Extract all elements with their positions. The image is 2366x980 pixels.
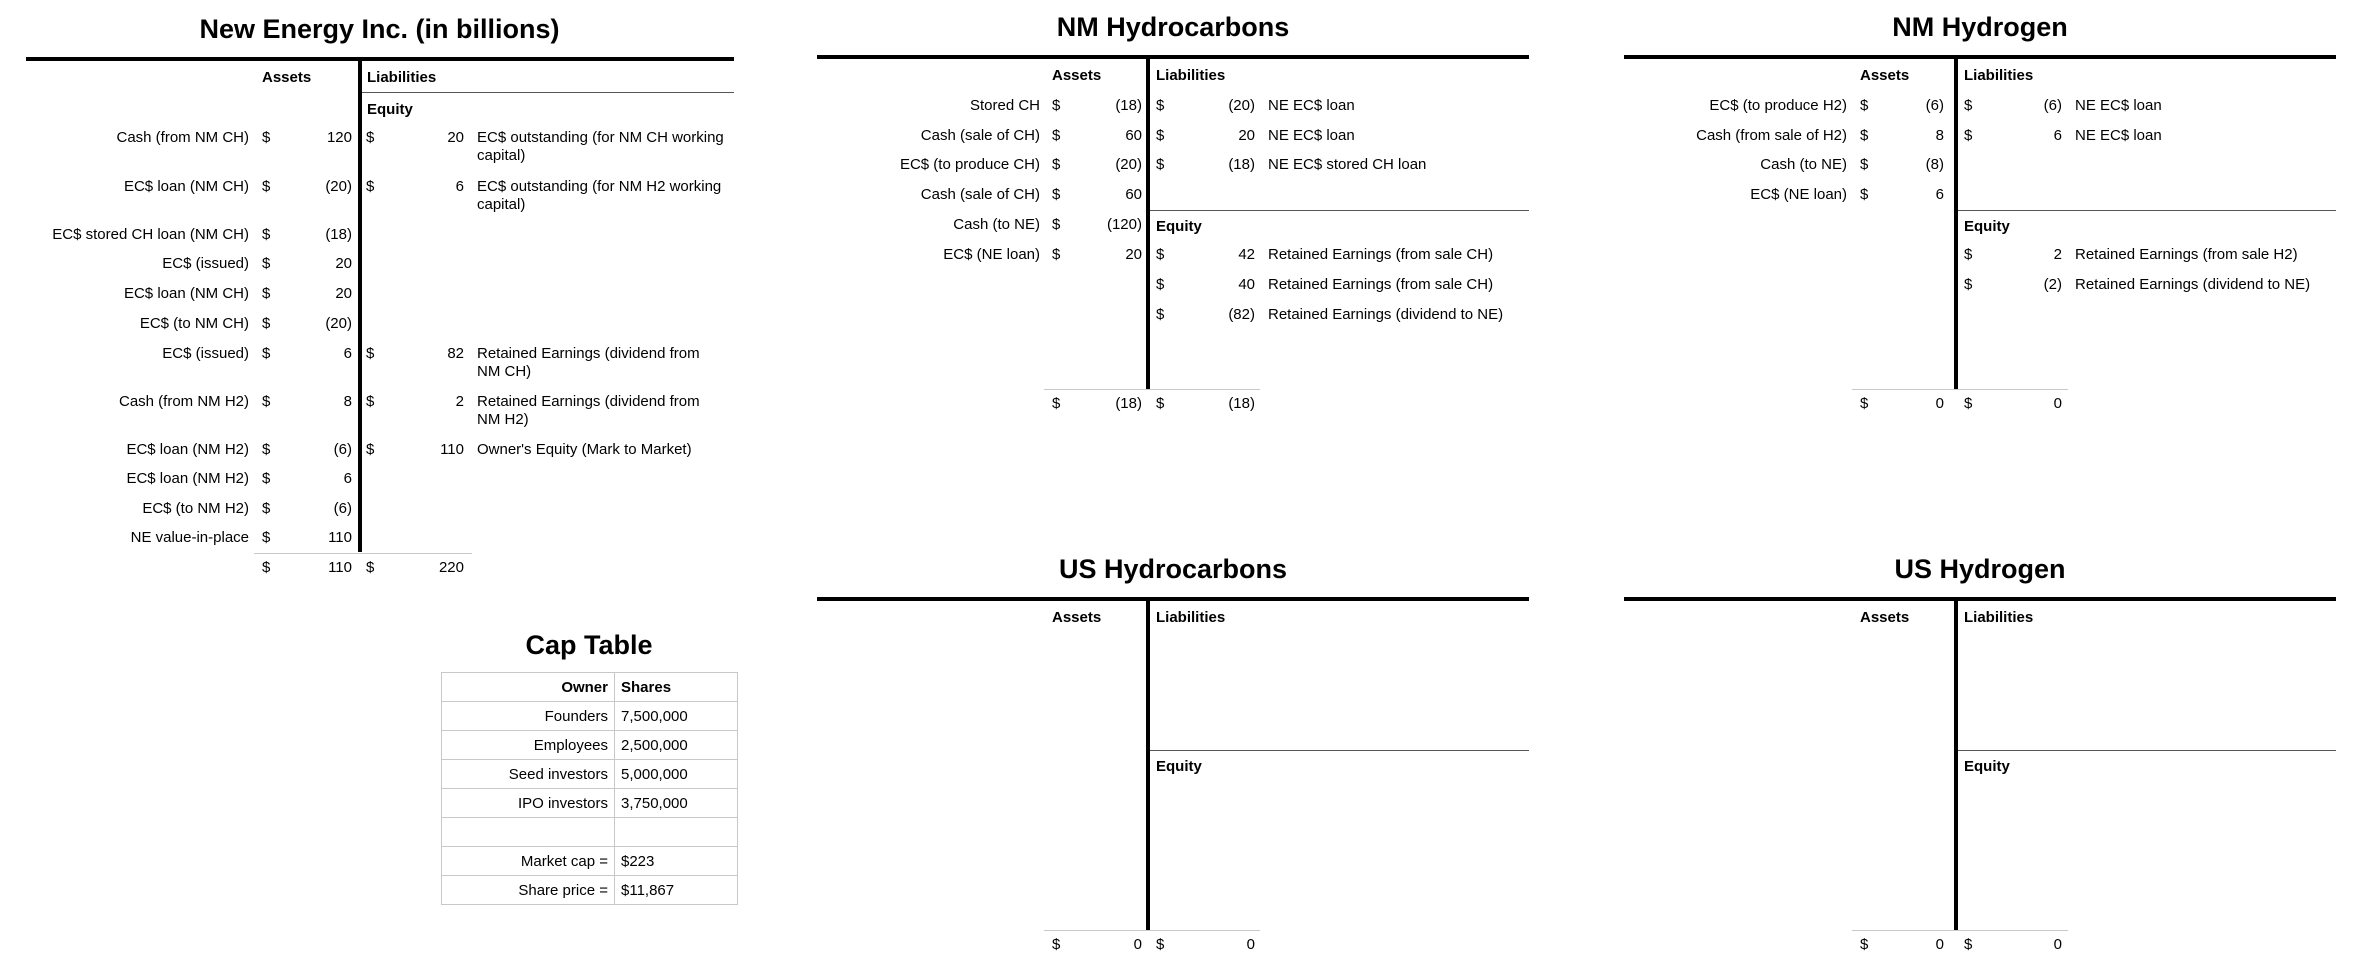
nmch-equity-desc: Retained Earnings (from sale CH) <box>1268 246 1494 263</box>
ush2-liabilities-header: Liabilities <box>1964 609 2034 626</box>
nmch-equity-header: Equity <box>1156 218 1202 235</box>
nmch-asset-amount: 60 <box>1125 127 1142 144</box>
nmch-equity-amount: 42 <box>1238 246 1255 263</box>
captable-shares: 2,500,000 <box>615 731 738 760</box>
nmch-liabilities-header: Liabilities <box>1156 67 1226 84</box>
ne-asset-currency: $ <box>262 345 271 362</box>
captable-share-price-value: $11,867 <box>615 876 738 905</box>
ne-asset-amount: (6) <box>333 500 352 517</box>
captable-shares: 3,750,000 <box>615 789 738 818</box>
ne-equity-desc: Owner's Equity (Mark to Market) <box>477 441 692 458</box>
usch-equity-header: Equity <box>1156 758 1202 775</box>
captable-owner: Seed investors <box>442 760 615 789</box>
ne-center-rule <box>358 57 362 552</box>
table-row <box>442 731 738 760</box>
ne-liability-amount: 20 <box>447 129 464 146</box>
nmh2-center-rule <box>1954 55 1958 390</box>
ne-asset-label: Cash (from NM CH) <box>116 129 249 146</box>
nmh2-equity-amount: (2) <box>2043 276 2062 293</box>
ne-total-liabilities-amount: 220 <box>438 559 464 576</box>
usch-total-rule <box>1044 930 1260 931</box>
ne-asset-currency: $ <box>262 285 271 302</box>
nmch-asset-currency: $ <box>1052 246 1061 263</box>
nmh2-top-rule <box>1624 55 2336 59</box>
nmch-equity-currency: $ <box>1156 306 1165 323</box>
nmh2-equity-divider <box>1958 210 2336 211</box>
ne-asset-currency: $ <box>262 315 271 332</box>
nmch-liability-currency: $ <box>1156 127 1165 144</box>
ne-asset-currency: $ <box>262 255 271 272</box>
nmch-center-rule <box>1146 55 1150 390</box>
nmch-equity-currency: $ <box>1156 276 1165 293</box>
nmch-equity-amount: 40 <box>1238 276 1255 293</box>
ne-asset-label: EC$ (issued) <box>162 255 249 272</box>
ush2-total-rule <box>1852 930 2068 931</box>
ne-asset-amount: 110 <box>328 529 352 546</box>
captable-owner <box>442 818 615 847</box>
nmh2-asset-amount: (8) <box>1925 156 1944 173</box>
usch-liabilities-header: Liabilities <box>1156 609 1226 626</box>
nmch-top-rule <box>817 55 1529 59</box>
nmch-asset-amount: (18) <box>1115 97 1142 114</box>
nmch-liability-desc: NE EC$ loan <box>1268 97 1355 114</box>
ne-asset-label: EC$ loan (NM H2) <box>126 441 249 458</box>
table-row <box>442 702 738 731</box>
nmch-title: NM Hydrocarbons <box>1056 12 1290 42</box>
captable-owner: Founders <box>442 702 615 731</box>
ne-equity-currency: $ <box>366 393 375 410</box>
nmch-asset-label: Cash (sale of CH) <box>920 127 1040 144</box>
nmh2-asset-currency: $ <box>1860 127 1869 144</box>
usch-assets-header: Assets <box>1052 609 1102 626</box>
captable-title: Cap Table <box>525 630 653 660</box>
ne-asset-amount: 20 <box>335 285 352 302</box>
ne-liability-desc: EC$ outstanding (for NM CH working capital) <box>477 129 724 164</box>
nmh2-liabilities-header: Liabilities <box>1964 67 2034 84</box>
nmch-liability-amount: 20 <box>1238 127 1255 144</box>
nmh2-total-assets-currency: $ <box>1860 395 1869 412</box>
nmch-asset-label: EC$ (NE loan) <box>943 246 1040 263</box>
ne-liability-amount: 6 <box>455 178 464 195</box>
table-row <box>442 673 738 702</box>
ne-asset-label: EC$ stored CH loan (NM CH) <box>52 226 249 243</box>
nmch-asset-label: Stored CH <box>969 97 1040 114</box>
nmh2-liability-desc: NE EC$ loan <box>2075 97 2162 114</box>
nmch-asset-label: EC$ (to produce CH) <box>899 156 1040 173</box>
ne-asset-label: EC$ (to NM CH) <box>139 315 249 332</box>
nmch-assets-header: Assets <box>1052 67 1102 84</box>
ush2-total-liabilities-amount: 0 <box>2053 936 2062 953</box>
ush2-assets-header: Assets <box>1860 609 1910 626</box>
nmh2-equity-desc: Retained Earnings (dividend to NE) <box>2075 276 2311 293</box>
ne-asset-currency: $ <box>262 393 271 410</box>
nmh2-equity-currency: $ <box>1964 246 1973 263</box>
usch-equity-divider <box>1150 750 1529 751</box>
ush2-equity-header: Equity <box>1964 758 2010 775</box>
ne-asset-label: EC$ loan (NM CH) <box>123 178 249 195</box>
ne-liability-currency: $ <box>366 178 375 195</box>
nmch-total-rule <box>1044 389 1260 390</box>
nmh2-equity-header: Equity <box>1964 218 2010 235</box>
nmch-total-assets-currency: $ <box>1052 395 1061 412</box>
ne-asset-amount: (6) <box>333 441 352 458</box>
usch-center-rule <box>1146 597 1150 931</box>
nmch-equity-amount: (82) <box>1228 306 1255 323</box>
nmh2-total-liabilities-amount: 0 <box>2053 395 2062 412</box>
nmh2-asset-amount: 8 <box>1935 127 1944 144</box>
nmch-asset-currency: $ <box>1052 216 1061 233</box>
ne-asset-amount: (20) <box>325 315 352 332</box>
ne-asset-label: EC$ loan (NM H2) <box>126 470 249 487</box>
ne-liabilities-header: Liabilities <box>367 69 437 86</box>
nmh2-asset-currency: $ <box>1860 97 1869 114</box>
usch-total-assets-amount: 0 <box>1133 936 1142 953</box>
nmh2-asset-label: EC$ (to produce H2) <box>1709 97 1847 114</box>
ne-asset-amount: (20) <box>325 178 352 195</box>
ne-equity-desc: Retained Earnings (dividend from NM H2) <box>477 393 700 428</box>
ne-asset-amount: 20 <box>335 255 352 272</box>
nmch-total-liabilities-amount: (18) <box>1228 395 1255 412</box>
ne-asset-currency: $ <box>262 529 271 546</box>
table-row <box>442 818 738 847</box>
ne-asset-amount: 120 <box>326 129 352 146</box>
nmch-equity-desc: Retained Earnings (dividend to NE) <box>1268 306 1504 323</box>
nmch-asset-currency: $ <box>1052 186 1061 203</box>
nmch-asset-amount: (120) <box>1106 216 1142 233</box>
ush2-total-assets-currency: $ <box>1860 936 1869 953</box>
ne-assets-header: Assets <box>262 69 312 86</box>
ne-equity-divider <box>362 92 734 93</box>
nmh2-liability-amount: 6 <box>2053 127 2062 144</box>
nmch-asset-label: Cash (sale of CH) <box>920 186 1040 203</box>
nmh2-equity-currency: $ <box>1964 276 1973 293</box>
captable-market-cap-label: Market cap = <box>442 847 615 876</box>
nmch-equity-divider <box>1150 210 1529 211</box>
table-row <box>442 876 738 905</box>
ne-asset-currency: $ <box>262 178 271 195</box>
nmch-liability-amount: (20) <box>1228 97 1255 114</box>
nmh2-total-liabilities-currency: $ <box>1964 395 1973 412</box>
ush2-total-liabilities-currency: $ <box>1964 936 1973 953</box>
table-row <box>442 789 738 818</box>
nmch-asset-amount: 20 <box>1125 246 1142 263</box>
ne-total-rule <box>254 553 472 554</box>
ne-asset-currency: $ <box>262 129 271 146</box>
nmh2-asset-label: Cash (to NE) <box>1760 156 1847 173</box>
ush2-total-assets-amount: 0 <box>1935 936 1944 953</box>
ne-asset-label: EC$ (issued) <box>162 345 249 362</box>
nmch-equity-currency: $ <box>1156 246 1165 263</box>
nmh2-liability-desc: NE EC$ loan <box>2075 127 2162 144</box>
nmch-asset-currency: $ <box>1052 127 1061 144</box>
usch-total-liabilities-amount: 0 <box>1246 936 1255 953</box>
ush2-center-rule <box>1954 597 1958 931</box>
usch-total-assets-currency: $ <box>1052 936 1061 953</box>
table-row <box>442 760 738 789</box>
usch-total-liabilities-currency: $ <box>1156 936 1165 953</box>
captable-header-owner: Owner <box>442 673 615 702</box>
ne-total-assets-amount: 110 <box>328 559 352 576</box>
captable-market-cap-value: $223 <box>615 847 738 876</box>
ne-total-liabilities-currency: $ <box>366 559 375 576</box>
ne-asset-currency: $ <box>262 441 271 458</box>
cap-table <box>441 672 738 905</box>
ne-asset-currency: $ <box>262 226 271 243</box>
ne-equity-currency: $ <box>366 441 375 458</box>
ne-asset-label: Cash (from NM H2) <box>118 393 249 410</box>
ne-equity-currency: $ <box>366 345 375 362</box>
captable-share-price-label: Share price = <box>442 876 615 905</box>
captable-owner: IPO investors <box>442 789 615 818</box>
nmh2-asset-amount: 6 <box>1935 186 1944 203</box>
nmch-asset-currency: $ <box>1052 156 1061 173</box>
nmh2-total-rule <box>1852 389 2068 390</box>
ne-equity-desc: Retained Earnings (dividend from NM CH) <box>477 345 700 380</box>
nmch-liability-amount: (18) <box>1228 156 1255 173</box>
table-row <box>442 847 738 876</box>
ne-title: New Energy Inc. (in billions) <box>199 14 560 44</box>
nmh2-asset-currency: $ <box>1860 186 1869 203</box>
ne-liability-desc: EC$ outstanding (for NM H2 working capital) <box>477 178 722 213</box>
ne-asset-label: EC$ (to NM H2) <box>142 500 249 517</box>
nmch-liability-currency: $ <box>1156 156 1165 173</box>
captable-owner: Employees <box>442 731 615 760</box>
captable-shares <box>615 818 738 847</box>
nmch-liability-desc: NE EC$ stored CH loan <box>1268 156 1427 173</box>
nmch-liability-currency: $ <box>1156 97 1165 114</box>
ush2-title: US Hydrogen <box>1894 554 2066 584</box>
usch-title: US Hydrocarbons <box>1058 554 1288 584</box>
ne-equity-header: Equity <box>367 101 413 118</box>
nmh2-total-assets-amount: 0 <box>1935 395 1944 412</box>
nmh2-liability-currency: $ <box>1964 97 1973 114</box>
ne-asset-amount: 6 <box>343 470 352 487</box>
ne-asset-amount: (18) <box>325 226 352 243</box>
nmh2-assets-header: Assets <box>1860 67 1910 84</box>
nmch-liability-desc: NE EC$ loan <box>1268 127 1355 144</box>
nmh2-asset-label: Cash (from sale of H2) <box>1696 127 1847 144</box>
nmch-asset-currency: $ <box>1052 97 1061 114</box>
nmch-total-liabilities-currency: $ <box>1156 395 1165 412</box>
usch-top-rule <box>817 597 1529 601</box>
nmch-total-assets-amount: (18) <box>1115 395 1142 412</box>
ne-asset-label: EC$ loan (NM CH) <box>123 285 249 302</box>
ne-equity-amount: 2 <box>455 393 464 410</box>
ne-asset-amount: 8 <box>343 393 352 410</box>
ush2-top-rule <box>1624 597 2336 601</box>
ne-top-rule <box>26 57 734 61</box>
nmh2-asset-label: EC$ (NE loan) <box>1750 186 1847 203</box>
ush2-equity-divider <box>1958 750 2336 751</box>
ne-total-assets-currency: $ <box>262 559 271 576</box>
captable-shares: 7,500,000 <box>615 702 738 731</box>
ne-asset-currency: $ <box>262 500 271 517</box>
captable-shares: 5,000,000 <box>615 760 738 789</box>
nmch-equity-desc: Retained Earnings (from sale CH) <box>1268 276 1494 293</box>
ne-equity-amount: 110 <box>440 441 464 458</box>
nmh2-liability-amount: (6) <box>2043 97 2062 114</box>
ne-liability-currency: $ <box>366 129 375 146</box>
nmh2-equity-amount: 2 <box>2053 246 2062 263</box>
nmch-asset-amount: (20) <box>1115 156 1142 173</box>
nmh2-liability-currency: $ <box>1964 127 1973 144</box>
ne-asset-label: NE value-in-place <box>130 529 249 546</box>
ne-equity-amount: 82 <box>447 345 464 362</box>
nmch-asset-amount: 60 <box>1125 186 1142 203</box>
nmh2-asset-currency: $ <box>1860 156 1869 173</box>
nmh2-equity-desc: Retained Earnings (from sale H2) <box>2075 246 2298 263</box>
ne-asset-amount: 6 <box>343 345 352 362</box>
ne-asset-currency: $ <box>262 470 271 487</box>
nmh2-title: NM Hydrogen <box>1892 12 2068 42</box>
captable-header-shares: Shares <box>615 673 738 702</box>
nmh2-asset-amount: (6) <box>1925 97 1944 114</box>
nmch-asset-label: Cash (to NE) <box>953 216 1040 233</box>
